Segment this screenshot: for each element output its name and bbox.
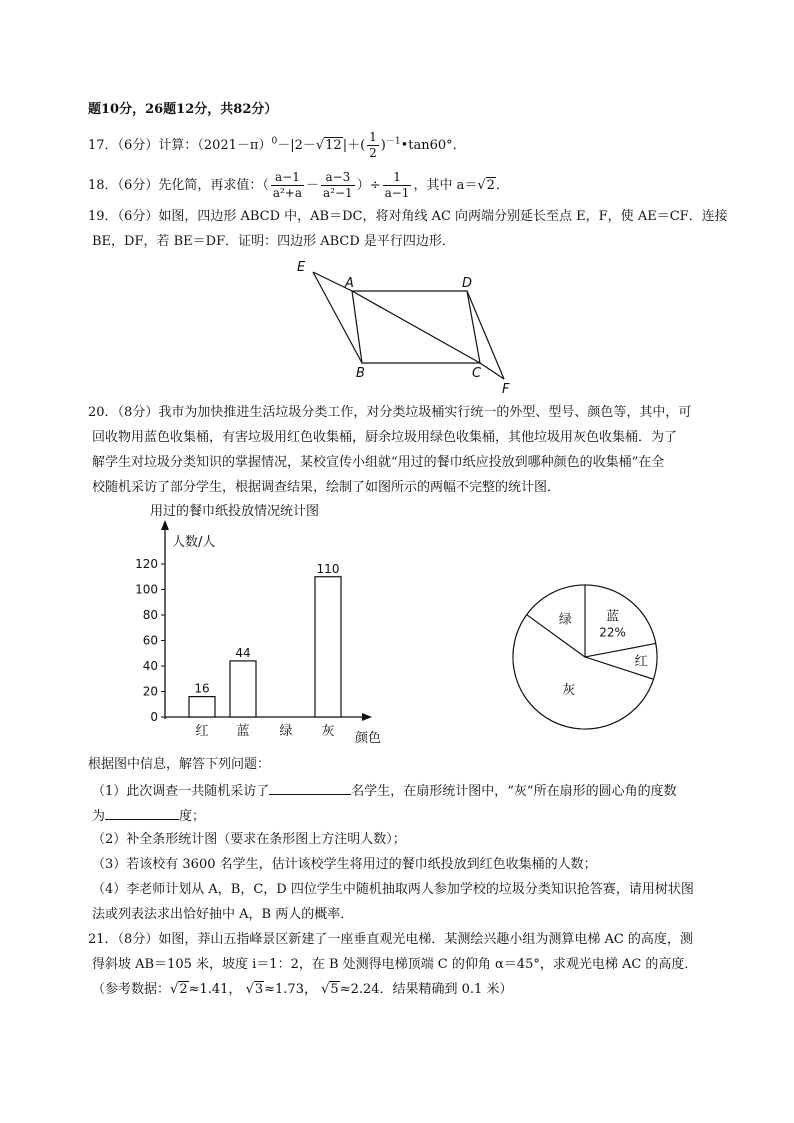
question-20-part-1: （1）此次调查一共随机采访了 名学生，在扇形统计图中，“灰”所在扇形的圆心角的度数 xyxy=(92,780,677,802)
x-tick-label: 蓝 xyxy=(236,724,250,739)
point-label-d: D xyxy=(462,276,473,291)
y-tick-label: 40 xyxy=(142,659,158,673)
chart-title: 用过的餐巾纸投放情况统计图 xyxy=(150,504,320,519)
question-20-part-1-cont: 为 度； xyxy=(92,805,205,827)
pie-slice-percent: 22% xyxy=(599,625,626,640)
question-21-line-2: 得斜坡 AB＝105 米，坡度 i＝1：2，在 B 处测得电梯顶端 C 的仰角 α＝45°，求观光电梯 AC 的高度． xyxy=(92,957,698,972)
bar-data-label: 110 xyxy=(316,561,340,576)
question-20-line-4: 校随机采访了部分学生，根据调查结果，绘制了如图所示的两幅不完整的统计图． xyxy=(92,480,561,495)
question-19-line-2: BE，DF，若 BE＝DF．证明：四边形 ABCD 是平行四边形． xyxy=(92,234,455,249)
question-21-line-3: （参考数据：√2≈1.41， √3≈1.73， √5≈2.24．结果精确到 0.1 米） xyxy=(92,982,513,997)
answer-blank-students[interactable] xyxy=(269,780,351,795)
segment-eb xyxy=(313,272,362,363)
pie-chart xyxy=(505,580,665,740)
bar-data-label: 16 xyxy=(194,681,210,696)
question-20-line-3: 解学生对垃圾分类知识的掌握情况，某校宣传小组就“用过的餐巾纸应投放到哪种颜色的收集桶”在全 xyxy=(92,455,665,470)
point-label-f: F xyxy=(502,382,510,397)
y-tick-label: 100 xyxy=(135,582,158,597)
x-axis-label: 颜色 xyxy=(355,731,382,746)
x-tick-label: 红 xyxy=(195,724,209,739)
pie-slice-label: 红 xyxy=(634,654,648,670)
point-label-a: A xyxy=(345,276,354,291)
point-label-b: B xyxy=(356,366,365,381)
y-tick-label: 20 xyxy=(142,684,158,699)
question-20-part-2: （2）补全条形统计图（要求在条形图上方注明人数）； xyxy=(92,832,406,847)
answer-blank-angle[interactable] xyxy=(105,805,179,820)
y-axis-arrow xyxy=(161,520,169,530)
pie-slice-label: 灰 xyxy=(562,683,576,699)
pie-slice-label: 绿 xyxy=(558,612,572,628)
section-header: 题10分，26题12分，共82分） xyxy=(88,102,278,117)
bar-chart xyxy=(130,500,400,752)
y-tick-label: 120 xyxy=(135,557,158,571)
bar xyxy=(189,697,215,717)
question-20-line-1: 20．（8分）我市为加快推进生活垃圾分类工作，对分类垃圾桶实行统一的外型、型号、颜色等，其中，可 xyxy=(88,405,692,420)
question-17: 17．（6分）计算：$(2021-\pi)^0-|2-√12|+$( $\frac{1}{2}$ )$^{-1}$•tan60°． xyxy=(88,130,466,160)
question-21-line-1: 21．（8分）如图，莽山五指峰景区新建了一座垂直观光电梯．某测绘兴趣小组为测算电梯 AC 的高度，测 xyxy=(88,932,693,947)
question-19-line-1: 19．（6分）如图，四边形 ABCD 中，AB＝DC，将对角线 AC 向两端分别延长至点 E，F，使 AE＝CF．连接 xyxy=(88,209,728,224)
bar-data-label: 44 xyxy=(235,645,251,660)
question-20-part-4-cont: 法或列表法求出恰好抽中 A，B 两人的概率． xyxy=(92,907,354,922)
point-label-c: C xyxy=(472,366,482,381)
question-20-part-3: （3）若该校有 3600 名学生，估计该校学生将用过的餐巾纸投放到红色收集桶的人数； xyxy=(92,857,597,872)
diagonal-ac xyxy=(352,291,480,363)
question-20-part-4: （4）李老师计划从 A，B，C，D 四位学生中随机抽取两人参加学校的垃圾分类知识抢答赛，请用树状图 xyxy=(92,882,694,897)
bar xyxy=(230,661,256,717)
y-tick-label: 0 xyxy=(150,710,158,724)
x-tick-label: 灰 xyxy=(321,724,335,739)
fraction-half: $\frac{1}{2}$ xyxy=(369,130,377,160)
x-tick-label: 绿 xyxy=(279,724,293,739)
point-label-e: E xyxy=(297,260,306,275)
pie-slice-label: 蓝 xyxy=(606,609,620,625)
question-18: 18．（6分）先化简，再求值：（ $\frac{a-1}{\text{a²+a}}$ － $\frac{a-3}{\text{a²−1}}$ ）÷ $\frac{1}{a-1}$ ，其中 a＝√2． xyxy=(88,170,509,200)
x-axis-arrow xyxy=(362,713,372,721)
bar xyxy=(315,577,341,717)
question-20-instruction: 根据图中信息，解答下列问题： xyxy=(88,757,271,772)
question-20-line-2: 回收物用蓝色收集桶，有害垃圾用红色收集桶，厨余垃圾用绿色收集桶，其他垃圾用灰色收集桶．为了 xyxy=(92,430,678,445)
y-axis-label: 人数/人 xyxy=(172,535,216,550)
parallelogram-figure xyxy=(290,255,530,400)
y-tick-label: 60 xyxy=(142,633,158,648)
y-tick-label: 80 xyxy=(142,608,158,622)
